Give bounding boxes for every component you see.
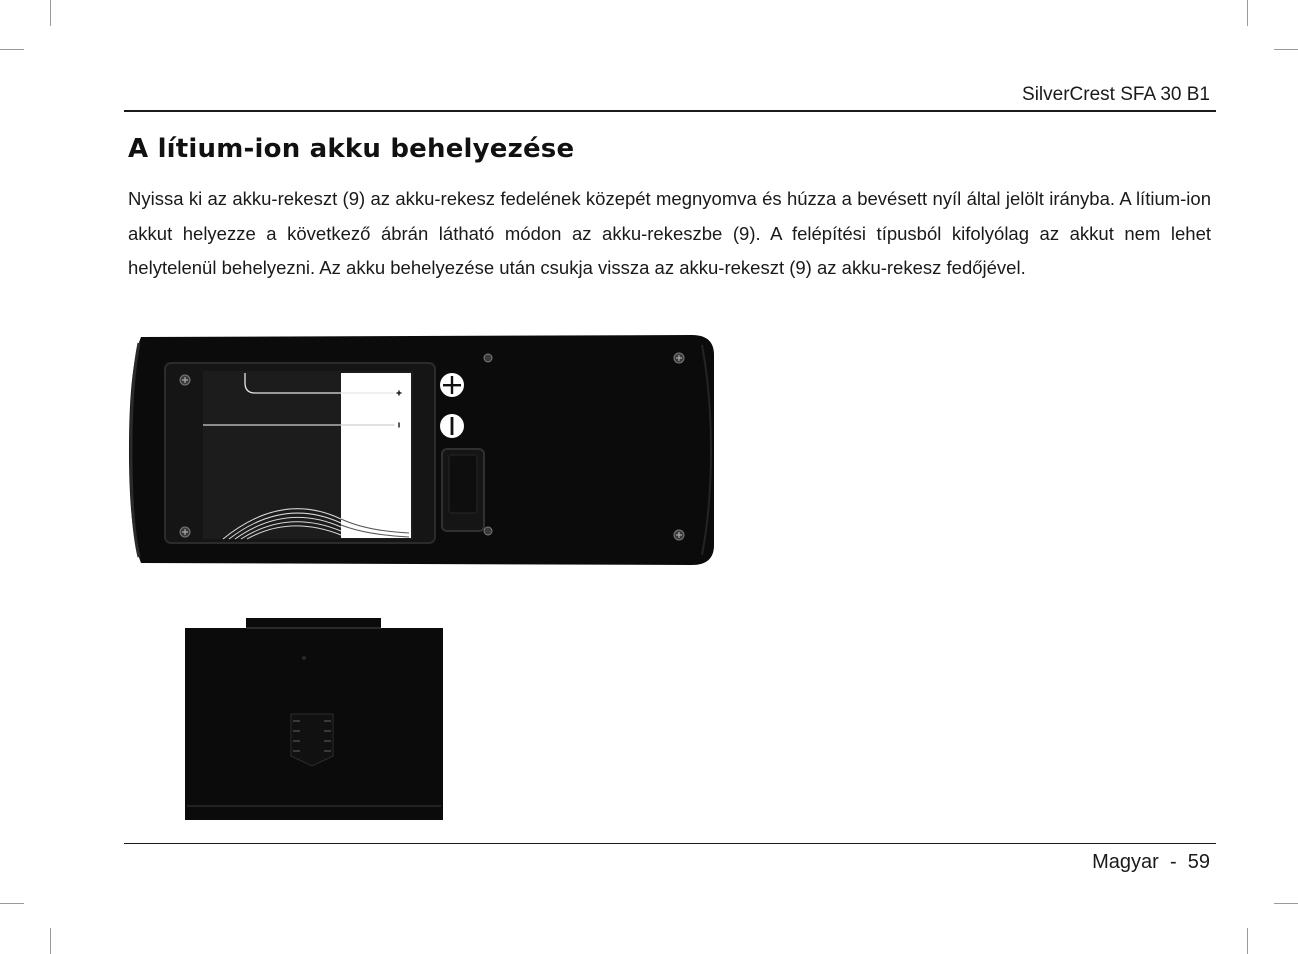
crop-mark: [1247, 928, 1248, 954]
footer-page-label: [1092, 851, 1210, 874]
header-product-name: SilverCrest SFA 30 B1: [1022, 84, 1210, 105]
battery: [203, 371, 413, 539]
crop-mark: [50, 928, 51, 954]
footer-page-number: 59: [1187, 851, 1210, 873]
plus-terminal-icon: [440, 373, 464, 397]
crop-mark: [1274, 49, 1298, 50]
footer-language: Magyar: [1092, 851, 1159, 873]
crop-mark: [1247, 0, 1248, 26]
battery-cover-figure: [183, 616, 445, 822]
footer-rule: [124, 843, 1216, 844]
section-title: A lítium-ion akku behelyezése: [128, 134, 575, 164]
footer-separator: -: [1169, 851, 1177, 873]
header-rule: [124, 110, 1216, 112]
crop-mark: [0, 49, 24, 50]
minus-terminal-icon: [440, 414, 464, 438]
instruction-paragraph: Nyissa ki az akku-rekeszt (9) az akku-rekesz fedelének közepét megnyomva és húzza a bevésett nyíl által jelölt irányba. A lítium-ion akkut helyezze a következő ábrán látható módon az akku-rekeszbe (9). A felépítési típusból kifolyólag az akkut nem lehet helytelenül behelyezni. Az akku behelyezése után csukja vissza az akku-rekeszt (9) az akku-rekesz fedőjével.: [128, 188, 1211, 278]
crop-mark: [1274, 903, 1298, 904]
crop-mark: [0, 903, 24, 904]
device-battery-compartment-figure: [127, 333, 715, 568]
crop-mark: [50, 0, 51, 26]
